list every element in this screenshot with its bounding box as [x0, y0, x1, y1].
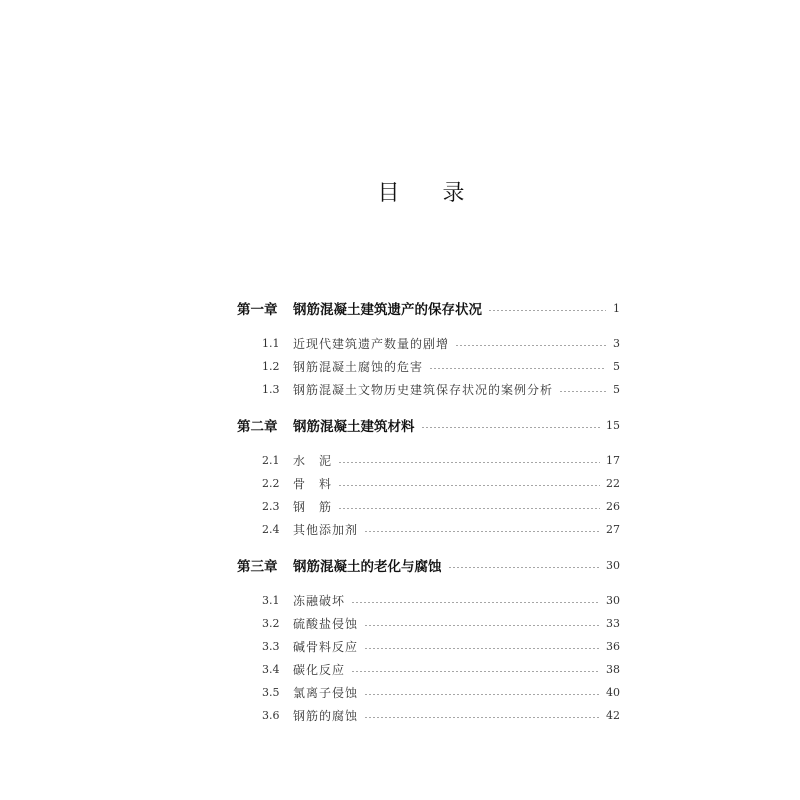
chapter-label: 第二章 — [237, 419, 278, 435]
section-number: 1.1 — [262, 336, 280, 350]
dot-leader — [364, 648, 600, 649]
section-number: 3.4 — [262, 662, 280, 676]
section-title: 水 泥 — [293, 453, 333, 468]
section-title: 近现代建筑遗产数量的剧增 — [293, 336, 450, 351]
section-number: 2.2 — [262, 476, 280, 490]
dot-leader — [364, 717, 600, 718]
section-entry[interactable] — [262, 590, 620, 610]
chapter-title: 钢筋混凝土的老化与腐蚀 — [293, 559, 442, 575]
section-number: 3.3 — [262, 639, 280, 653]
dot-leader — [338, 485, 600, 486]
section-title: 其他添加剂 — [293, 522, 359, 537]
section-entry[interactable] — [262, 613, 620, 633]
dot-leader — [351, 602, 600, 603]
page-number: 22 — [606, 476, 620, 490]
page-number: 3 — [613, 336, 620, 350]
page-title: 目 录 — [377, 181, 483, 206]
page-number: 5 — [613, 359, 620, 373]
section-number: 1.2 — [262, 359, 280, 373]
section-title: 钢 筋 — [293, 499, 333, 514]
section-number: 2.4 — [262, 522, 280, 536]
page-number: 5 — [613, 382, 620, 396]
section-number: 2.3 — [262, 499, 280, 513]
dot-leader — [559, 391, 606, 392]
section-entry[interactable] — [262, 333, 620, 353]
chapter-title: 钢筋混凝土建筑材料 — [293, 419, 415, 435]
section-entry[interactable] — [262, 379, 620, 399]
page-number: 42 — [606, 708, 620, 722]
dot-leader — [448, 567, 601, 568]
page-number: 26 — [606, 499, 620, 513]
chapter-entry[interactable] — [237, 555, 620, 575]
dot-leader — [488, 310, 606, 311]
page-number: 30 — [606, 593, 620, 607]
page-number: 1 — [613, 301, 620, 315]
section-number: 3.1 — [262, 593, 280, 607]
page-number: 15 — [606, 418, 620, 432]
section-number: 2.1 — [262, 453, 280, 467]
section-entry[interactable] — [262, 636, 620, 656]
section-entry[interactable] — [262, 659, 620, 679]
section-number: 3.5 — [262, 685, 280, 699]
section-entry[interactable] — [262, 705, 620, 725]
section-entry[interactable] — [262, 682, 620, 702]
dot-leader — [364, 694, 600, 695]
section-title: 碳化反应 — [293, 662, 346, 677]
section-title: 冻融破坏 — [293, 593, 346, 608]
section-title: 钢筋的腐蚀 — [293, 708, 359, 723]
dot-leader — [364, 531, 600, 532]
section-title: 硫酸盐侵蚀 — [293, 616, 359, 631]
dot-leader — [338, 508, 600, 509]
page-number: 36 — [606, 639, 620, 653]
page-number: 30 — [606, 558, 620, 572]
section-title: 钢筋混凝土文物历史建筑保存状况的案例分析 — [293, 382, 554, 397]
section-entry[interactable] — [262, 356, 620, 376]
dot-leader — [338, 462, 600, 463]
section-entry[interactable] — [262, 473, 620, 493]
page-number: 40 — [606, 685, 620, 699]
page-number: 33 — [606, 616, 620, 630]
section-entry[interactable] — [262, 450, 620, 470]
dot-leader — [455, 345, 606, 346]
page-number: 38 — [606, 662, 620, 676]
section-entry[interactable] — [262, 496, 620, 516]
section-title: 碱骨料反应 — [293, 639, 359, 654]
chapter-label: 第三章 — [237, 559, 278, 575]
chapter-entry[interactable] — [237, 298, 620, 318]
chapter-title: 钢筋混凝土建筑遗产的保存状况 — [293, 302, 482, 318]
chapter-entry[interactable] — [237, 415, 620, 435]
section-number: 1.3 — [262, 382, 280, 396]
section-title: 骨 料 — [293, 476, 333, 491]
dot-leader — [364, 625, 600, 626]
dot-leader — [429, 368, 606, 369]
section-number: 3.2 — [262, 616, 280, 630]
page-number: 17 — [606, 453, 620, 467]
section-title: 氯离子侵蚀 — [293, 685, 359, 700]
chapter-label: 第一章 — [237, 302, 278, 318]
section-entry[interactable] — [262, 519, 620, 539]
dot-leader — [421, 427, 601, 428]
page-number: 27 — [606, 522, 620, 536]
section-number: 3.6 — [262, 708, 280, 722]
dot-leader — [351, 671, 600, 672]
section-title: 钢筋混凝土腐蚀的危害 — [293, 359, 424, 374]
